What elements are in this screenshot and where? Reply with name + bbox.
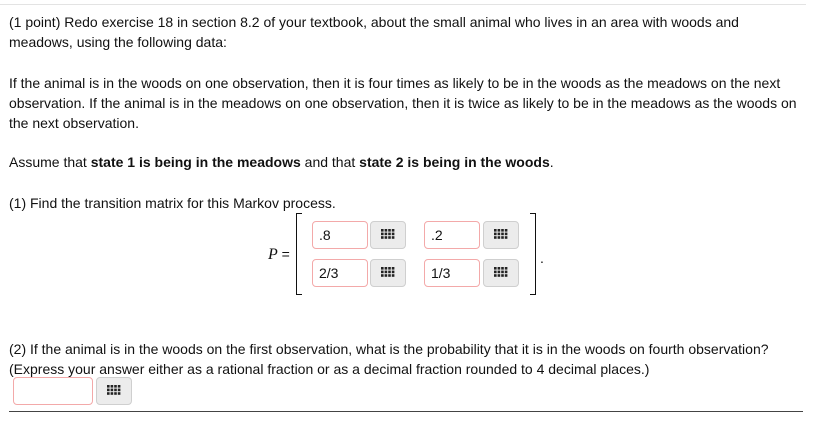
matrix-left-bracket — [296, 213, 302, 295]
problem-intro: (1 point) Redo exercise 18 in section 8.2 of your textbook, about the small animal who lives in an area with woods and meadows, using the following data: — [9, 14, 739, 50]
state2-definition: state 2 is being in the woods — [359, 154, 550, 170]
matrix-input-r2c2[interactable] — [424, 259, 480, 287]
matrix-label — [268, 246, 290, 264]
matrix-end-period: . — [540, 250, 544, 266]
matrix-right-bracket — [530, 213, 536, 295]
equation-editor-button-r1c2[interactable] — [483, 221, 519, 249]
matrix-input-r1c1[interactable] — [312, 221, 368, 249]
equation-editor-button-r1c1[interactable] — [370, 221, 406, 249]
matrix-input-r1c2[interactable] — [424, 221, 480, 249]
equation-editor-button-r2c2[interactable] — [483, 259, 519, 287]
grid-icon — [107, 382, 121, 400]
top-divider — [0, 4, 806, 5]
equation-editor-button-part2[interactable] — [96, 377, 132, 405]
part2-question: (2) If the animal is in the woods on the first observation, what is the probability that it is in the woods on fourth observation? (Express your answer either as a rational fraction or as a decimal fraction rounded to 4 decimal places.) — [9, 341, 769, 377]
matrix-equals: = — [277, 246, 290, 262]
assume-suffix: . — [549, 154, 554, 170]
part2-answer-input[interactable] — [13, 377, 93, 405]
equation-editor-button-r2c1[interactable] — [370, 259, 406, 287]
grid-icon — [494, 264, 508, 282]
grid-icon — [381, 264, 395, 282]
matrix-variable: P — [268, 246, 278, 263]
state1-definition: state 1 is being in the meadows — [90, 154, 301, 170]
assumption-text — [9, 152, 804, 172]
grid-icon — [494, 226, 508, 244]
grid-icon — [381, 226, 395, 244]
assume-prefix: Assume that — [9, 154, 91, 170]
matrix-input-r2c1[interactable] — [312, 259, 368, 287]
part1-question: (1) Find the transition matrix for this Markov process. — [9, 195, 336, 211]
bottom-divider — [9, 411, 803, 412]
problem-data-text: If the animal is in the woods on one observation, then it is four times as likely to be in the woods as the meadows on the next observation. If the animal is in the meadows on one observation, then it is twice as likely to be in the meadows as the woods on the next observation. — [9, 75, 797, 131]
assume-middle: and that — [300, 154, 360, 170]
